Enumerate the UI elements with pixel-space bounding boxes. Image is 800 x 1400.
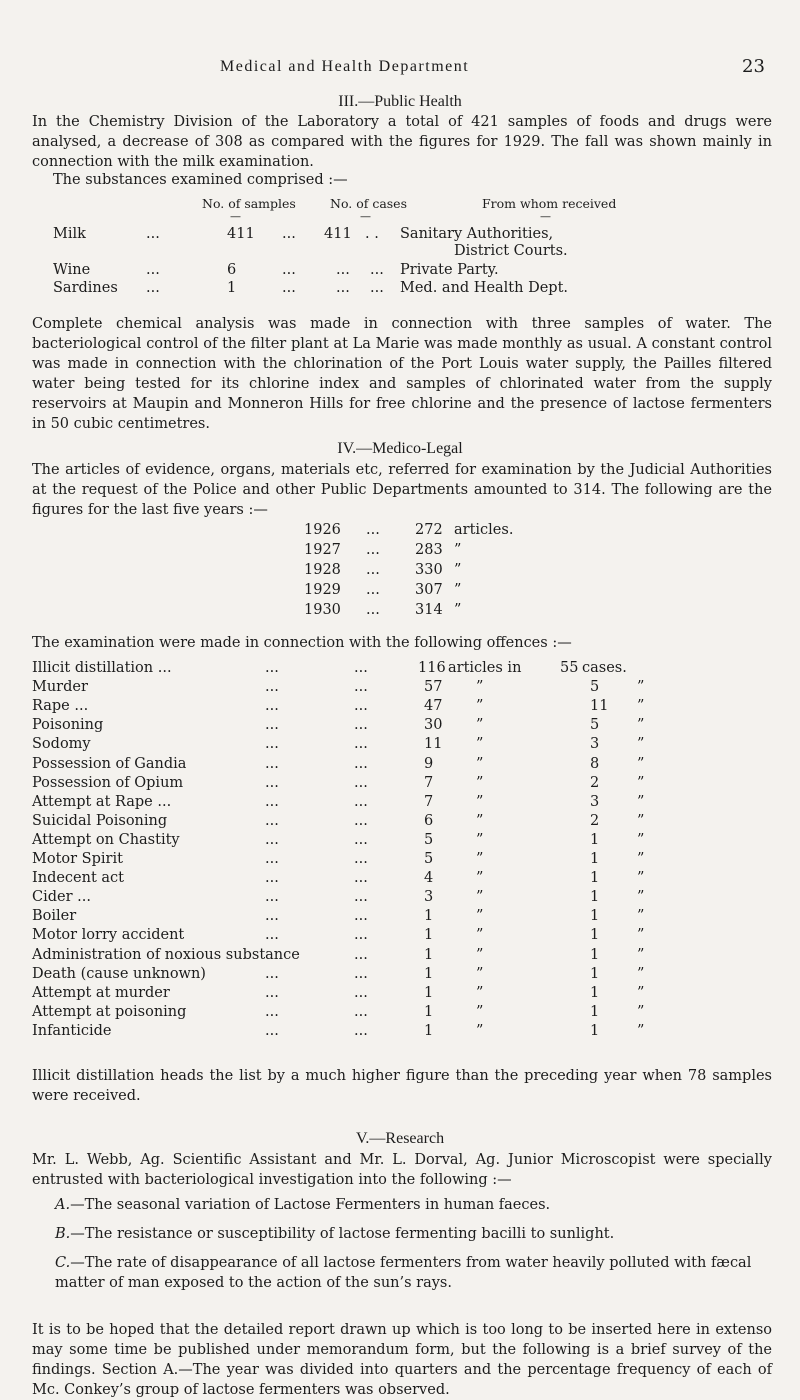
offence-cases: 11	[590, 698, 609, 715]
leader-dots: ...	[336, 262, 350, 278]
research-intro-paragraph: Mr. L. Webb, Ag. Scientific Assistant and Mr. L. Dorval, Ag. Junior Microscopist were specially entrusted with bacteriological investigation into the following :—	[32, 1152, 772, 1188]
substance-source: Sanitary Authorities,	[400, 226, 554, 242]
offence-unit: ”	[637, 717, 645, 734]
leader-dots: ...	[265, 717, 279, 734]
year-articles: 307	[415, 582, 443, 598]
research-item-text: —The seasonal variation of Lactose Fermenters in human faeces.	[70, 1197, 551, 1213]
year-articles: 272	[415, 522, 443, 538]
leader-dots: ...	[370, 280, 384, 296]
year-unit: ”	[454, 582, 462, 598]
offence-unit: ”	[637, 870, 645, 887]
year-unit: ”	[454, 602, 462, 618]
leader-dots: ...	[354, 1022, 368, 1039]
offence-unit: ”	[637, 679, 645, 696]
year-label: 1930	[304, 602, 341, 618]
offence-cases: 2	[590, 812, 600, 829]
offence-articles: 7	[424, 793, 434, 810]
leader-dots: ...	[265, 660, 279, 676]
leader-dots: ...	[146, 280, 160, 296]
leader-dots: ...	[354, 774, 368, 791]
year-label: 1926	[304, 522, 341, 538]
leader-dots: ...	[336, 280, 350, 296]
offence-unit: ”	[637, 793, 645, 810]
substances-intro: The substances examined comprised :—	[53, 172, 348, 188]
offence-mid: ”	[476, 946, 484, 963]
leader-dots: ...	[354, 908, 368, 925]
offence-articles: 1	[424, 984, 434, 1001]
offence-name: Motor Spirit	[32, 851, 123, 867]
offence-articles: 57	[424, 679, 443, 696]
offence-articles: 3	[424, 889, 434, 906]
research-item-letter: A.	[55, 1197, 71, 1213]
offence-unit: ”	[637, 984, 645, 1001]
offence-name: Poisoning	[32, 717, 104, 734]
offence-cases: 1	[590, 946, 600, 963]
research-item-text: —The resistance or susceptibility of lactose fermenting bacilli to sunlight.	[70, 1226, 615, 1242]
column-header-from: From whom received	[482, 196, 617, 211]
research-findings-paragraph: It is to be hoped that the detailed report drawn up which is too long to be inserted here in extenso may some time be published under memorandum form, but the following is a brief survey of the findings. Section A.—The year was divided into quarters and the percentage frequency of each of Mc. Conkey’s group of lactose fermenters was observed.	[32, 1322, 772, 1398]
offence-mid: ”	[476, 717, 484, 734]
leader-dots: ...	[282, 226, 296, 242]
offence-name: Possession of Gandia	[32, 755, 187, 772]
leader-dots: ...	[354, 851, 368, 867]
offence-name: Death (cause unknown)	[32, 965, 206, 982]
offence-cases: 1	[590, 1022, 600, 1039]
leader-dots: ...	[354, 812, 368, 829]
leader-dots: ...	[354, 927, 368, 944]
leader-dots: ...	[265, 1003, 279, 1020]
leader-dots: ...	[265, 698, 279, 715]
offence-mid: ”	[476, 812, 484, 829]
offence-cases: 3	[590, 736, 600, 753]
leader-dots: ...	[366, 582, 380, 598]
leader-dots: ...	[265, 774, 279, 791]
leader-dots: ...	[354, 660, 368, 676]
leader-dots: ...	[354, 717, 368, 734]
offence-name: Murder	[32, 679, 88, 696]
offence-mid: ”	[476, 736, 484, 753]
leader-dots: ...	[354, 984, 368, 1001]
leader-dots: ...	[366, 602, 380, 618]
substance-samples: 411	[227, 226, 255, 242]
offence-cases: 5	[590, 717, 600, 734]
offence-articles: 5	[424, 831, 434, 848]
leader-dots: ...	[354, 889, 368, 906]
leader-dots: ...	[265, 851, 279, 867]
leader-dots: ...	[354, 831, 368, 848]
offence-mid: ”	[476, 793, 484, 810]
running-header: Medical and Health Department	[220, 58, 470, 75]
year-label: 1928	[304, 562, 341, 578]
leader-dots: ...	[282, 262, 296, 278]
offence-name: Possession of Opium	[32, 774, 184, 791]
offence-name: Rape ...	[32, 698, 89, 715]
leader-dots: ...	[354, 1003, 368, 1020]
year-articles: 283	[415, 542, 443, 558]
year-unit: ”	[454, 562, 462, 578]
offence-unit: ”	[637, 927, 645, 944]
leader-dots: ...	[354, 736, 368, 753]
substance-samples: 1	[227, 280, 237, 296]
offence-cases: 1	[590, 1003, 600, 1020]
substance-source-line2: District Courts.	[454, 243, 568, 259]
offence-articles: 1	[424, 946, 434, 963]
section-heading-medico-legal: IV.—Medico-Legal	[337, 440, 463, 457]
offence-name: Attempt at Rape ...	[32, 793, 172, 810]
research-item	[55, 1195, 767, 1215]
offence-articles: 1	[424, 908, 434, 925]
offence-cases: 2	[590, 774, 600, 791]
leader-dots: ...	[366, 562, 380, 578]
substance-name: Milk	[53, 226, 86, 242]
offence-articles: 1	[424, 927, 434, 944]
offence-mid: ”	[476, 870, 484, 887]
year-articles: 330	[415, 562, 443, 578]
page-number: 23	[742, 56, 765, 77]
offence-articles: 1	[424, 1022, 434, 1039]
offence-cases: 1	[590, 831, 600, 848]
water-analysis-paragraph: Complete chemical analysis was made in connection with three samples of water. The bacteriological control of the filter plant at La Marie was made monthly as usual. A constant control was made in connection with the chlorination of the Port Louis water supply, the Pailles filtered water being tested for its chlorine index and samples of chlorinated water from the supply reservoirs at Maupin and Monneron Hills for free chlorine and the presence of lactose fermenters in 50 cubic centimetres.	[32, 316, 772, 432]
leader-dots: ...	[282, 280, 296, 296]
offence-cases: 8	[590, 755, 600, 772]
leader-dots: ...	[265, 927, 279, 944]
offence-unit: ”	[637, 774, 645, 791]
leader-dots: . .	[365, 226, 379, 242]
offence-name: Indecent act	[32, 870, 124, 887]
leader-dots: ...	[265, 755, 279, 772]
year-label: 1927	[304, 542, 341, 558]
year-label: 1929	[304, 582, 341, 598]
leader-dots: ...	[354, 755, 368, 772]
offence-unit: ”	[637, 698, 645, 715]
leader-dots: ...	[265, 793, 279, 810]
research-item	[55, 1253, 767, 1293]
offence-name: Attempt on Chastity	[32, 831, 180, 848]
offence-cases: 1	[590, 965, 600, 982]
offence-cases: 3	[590, 793, 600, 810]
medico-legal-paragraph: The articles of evidence, organs, materials etc, referred for examination by the Judicial Authorities at the request of the Police and other Public Departments amounted to 314. The following are the figures for the last five years :—	[32, 462, 772, 518]
research-item-letter: B.	[55, 1226, 71, 1242]
research-item-letter: C.	[55, 1255, 71, 1271]
offence-name: Administration of noxious substance	[32, 946, 300, 963]
offence-cases: 1	[590, 889, 600, 906]
chemistry-paragraph: In the Chemistry Division of the Laboratory a total of 421 samples of foods and drugs were analysed, a decrease of 308 as compared with the figures for 1929. The fall was shown mainly in connection with the milk examination.	[32, 114, 772, 170]
offence-mid: ”	[476, 889, 484, 906]
leader-dots: ...	[265, 831, 279, 848]
leader-dots: ...	[265, 736, 279, 753]
offence-articles: 30	[424, 717, 443, 734]
offence-mid: ”	[476, 698, 484, 715]
offence-unit: ”	[637, 965, 645, 982]
substance-name: Wine	[53, 262, 91, 278]
leader-dots: ...	[265, 908, 279, 925]
leader-dots: ...	[366, 522, 380, 538]
offence-mid: ”	[476, 927, 484, 944]
substance-source: Private Party.	[400, 262, 499, 278]
offence-cases: 1	[590, 984, 600, 1001]
offence-name: Infanticide	[32, 1022, 112, 1039]
offence-mid: ”	[476, 1003, 484, 1020]
leader-dots: ...	[354, 679, 368, 696]
offence-name: Boiler	[32, 908, 77, 925]
offence-articles: 7	[424, 774, 434, 791]
offence-unit: ”	[637, 908, 645, 925]
offence-cases: 1	[590, 870, 600, 887]
leader-dots: ...	[265, 889, 279, 906]
offence-unit: cases.	[582, 660, 627, 676]
leader-dots: ...	[265, 870, 279, 887]
leader-dots: ...	[265, 812, 279, 829]
leader-dots: ...	[265, 1022, 279, 1039]
leader-dots: ...	[146, 226, 160, 242]
leader-dots: ...	[366, 542, 380, 558]
offence-unit: ”	[637, 736, 645, 753]
section-heading-research: V.—Research	[355, 1130, 445, 1147]
offence-articles: 1	[424, 1003, 434, 1020]
offence-mid: ”	[476, 679, 484, 696]
offence-unit: ”	[637, 1003, 645, 1020]
offence-cases: 5	[590, 679, 600, 696]
offence-articles: 47	[424, 698, 443, 715]
column-header-cases: No. of cases	[330, 196, 407, 211]
column-header-samples: No. of samples	[202, 196, 296, 211]
year-unit: articles.	[454, 522, 514, 538]
leader-dots: ...	[265, 965, 279, 982]
offence-name: Motor lorry accident	[32, 927, 185, 944]
offence-name: Attempt at poisoning	[32, 1003, 187, 1020]
year-unit: ”	[454, 542, 462, 558]
offence-unit: ”	[637, 889, 645, 906]
offence-articles: 5	[424, 851, 434, 867]
leader-dots: ...	[354, 698, 368, 715]
offence-name: Illicit distillation ...	[32, 660, 172, 676]
offence-cases: 1	[590, 927, 600, 944]
illicit-distillation-note: Illicit distillation heads the list by a much higher figure than the preceding year when 78 samples were received.	[32, 1068, 772, 1104]
offence-mid: ”	[476, 755, 484, 772]
offence-mid: articles in	[448, 660, 522, 676]
substance-cases: 411	[324, 226, 352, 242]
section-heading-public-health: III.—Public Health	[338, 93, 462, 110]
offence-name: Cider ...	[32, 889, 91, 906]
offences-intro: The examination were made in connection with the following offences :—	[32, 635, 572, 651]
offence-unit: ”	[637, 851, 645, 867]
offence-articles: 4	[424, 870, 434, 887]
leader-dots: ...	[370, 262, 384, 278]
offence-articles: 9	[424, 755, 434, 772]
offence-articles: 1	[424, 965, 434, 982]
substance-name: Sardines	[53, 280, 118, 296]
offence-mid: ”	[476, 831, 484, 848]
leader-dots: ...	[265, 679, 279, 696]
leader-dots: ...	[354, 946, 368, 963]
substance-samples: 6	[227, 262, 237, 278]
offence-unit: ”	[637, 1022, 645, 1039]
offence-name: Sodomy	[32, 736, 91, 753]
offence-cases: 55	[560, 660, 579, 676]
offence-unit: ”	[637, 946, 645, 963]
leader-dots: ...	[354, 870, 368, 887]
offence-unit: ”	[637, 812, 645, 829]
offence-articles: 6	[424, 812, 434, 829]
offence-mid: ”	[476, 908, 484, 925]
year-articles: 314	[415, 602, 443, 618]
leader-dots: ...	[146, 262, 160, 278]
offence-unit: ”	[637, 755, 645, 772]
offence-name: Attempt at murder	[32, 984, 170, 1001]
offence-mid: ”	[476, 774, 484, 791]
research-item-text: —The rate of disappearance of all lactose fermenters from water heavily polluted with fæcal matter of man exposed to the action of the sun’s rays.	[55, 1255, 752, 1291]
offence-articles: 11	[424, 736, 443, 753]
research-item	[55, 1224, 767, 1244]
offence-name: Suicidal Poisoning	[32, 812, 168, 829]
offence-mid: ”	[476, 984, 484, 1001]
substance-source: Med. and Health Dept.	[400, 280, 569, 296]
leader-dots: ...	[354, 793, 368, 810]
leader-dots: ...	[265, 984, 279, 1001]
offence-mid: ”	[476, 1022, 484, 1039]
offence-articles: 116	[418, 660, 446, 676]
leader-dots: ...	[354, 965, 368, 982]
offence-mid: ”	[476, 851, 484, 867]
offence-mid: ”	[476, 965, 484, 982]
offence-cases: 1	[590, 851, 600, 867]
offence-unit: ”	[637, 831, 645, 848]
offence-cases: 1	[590, 908, 600, 925]
